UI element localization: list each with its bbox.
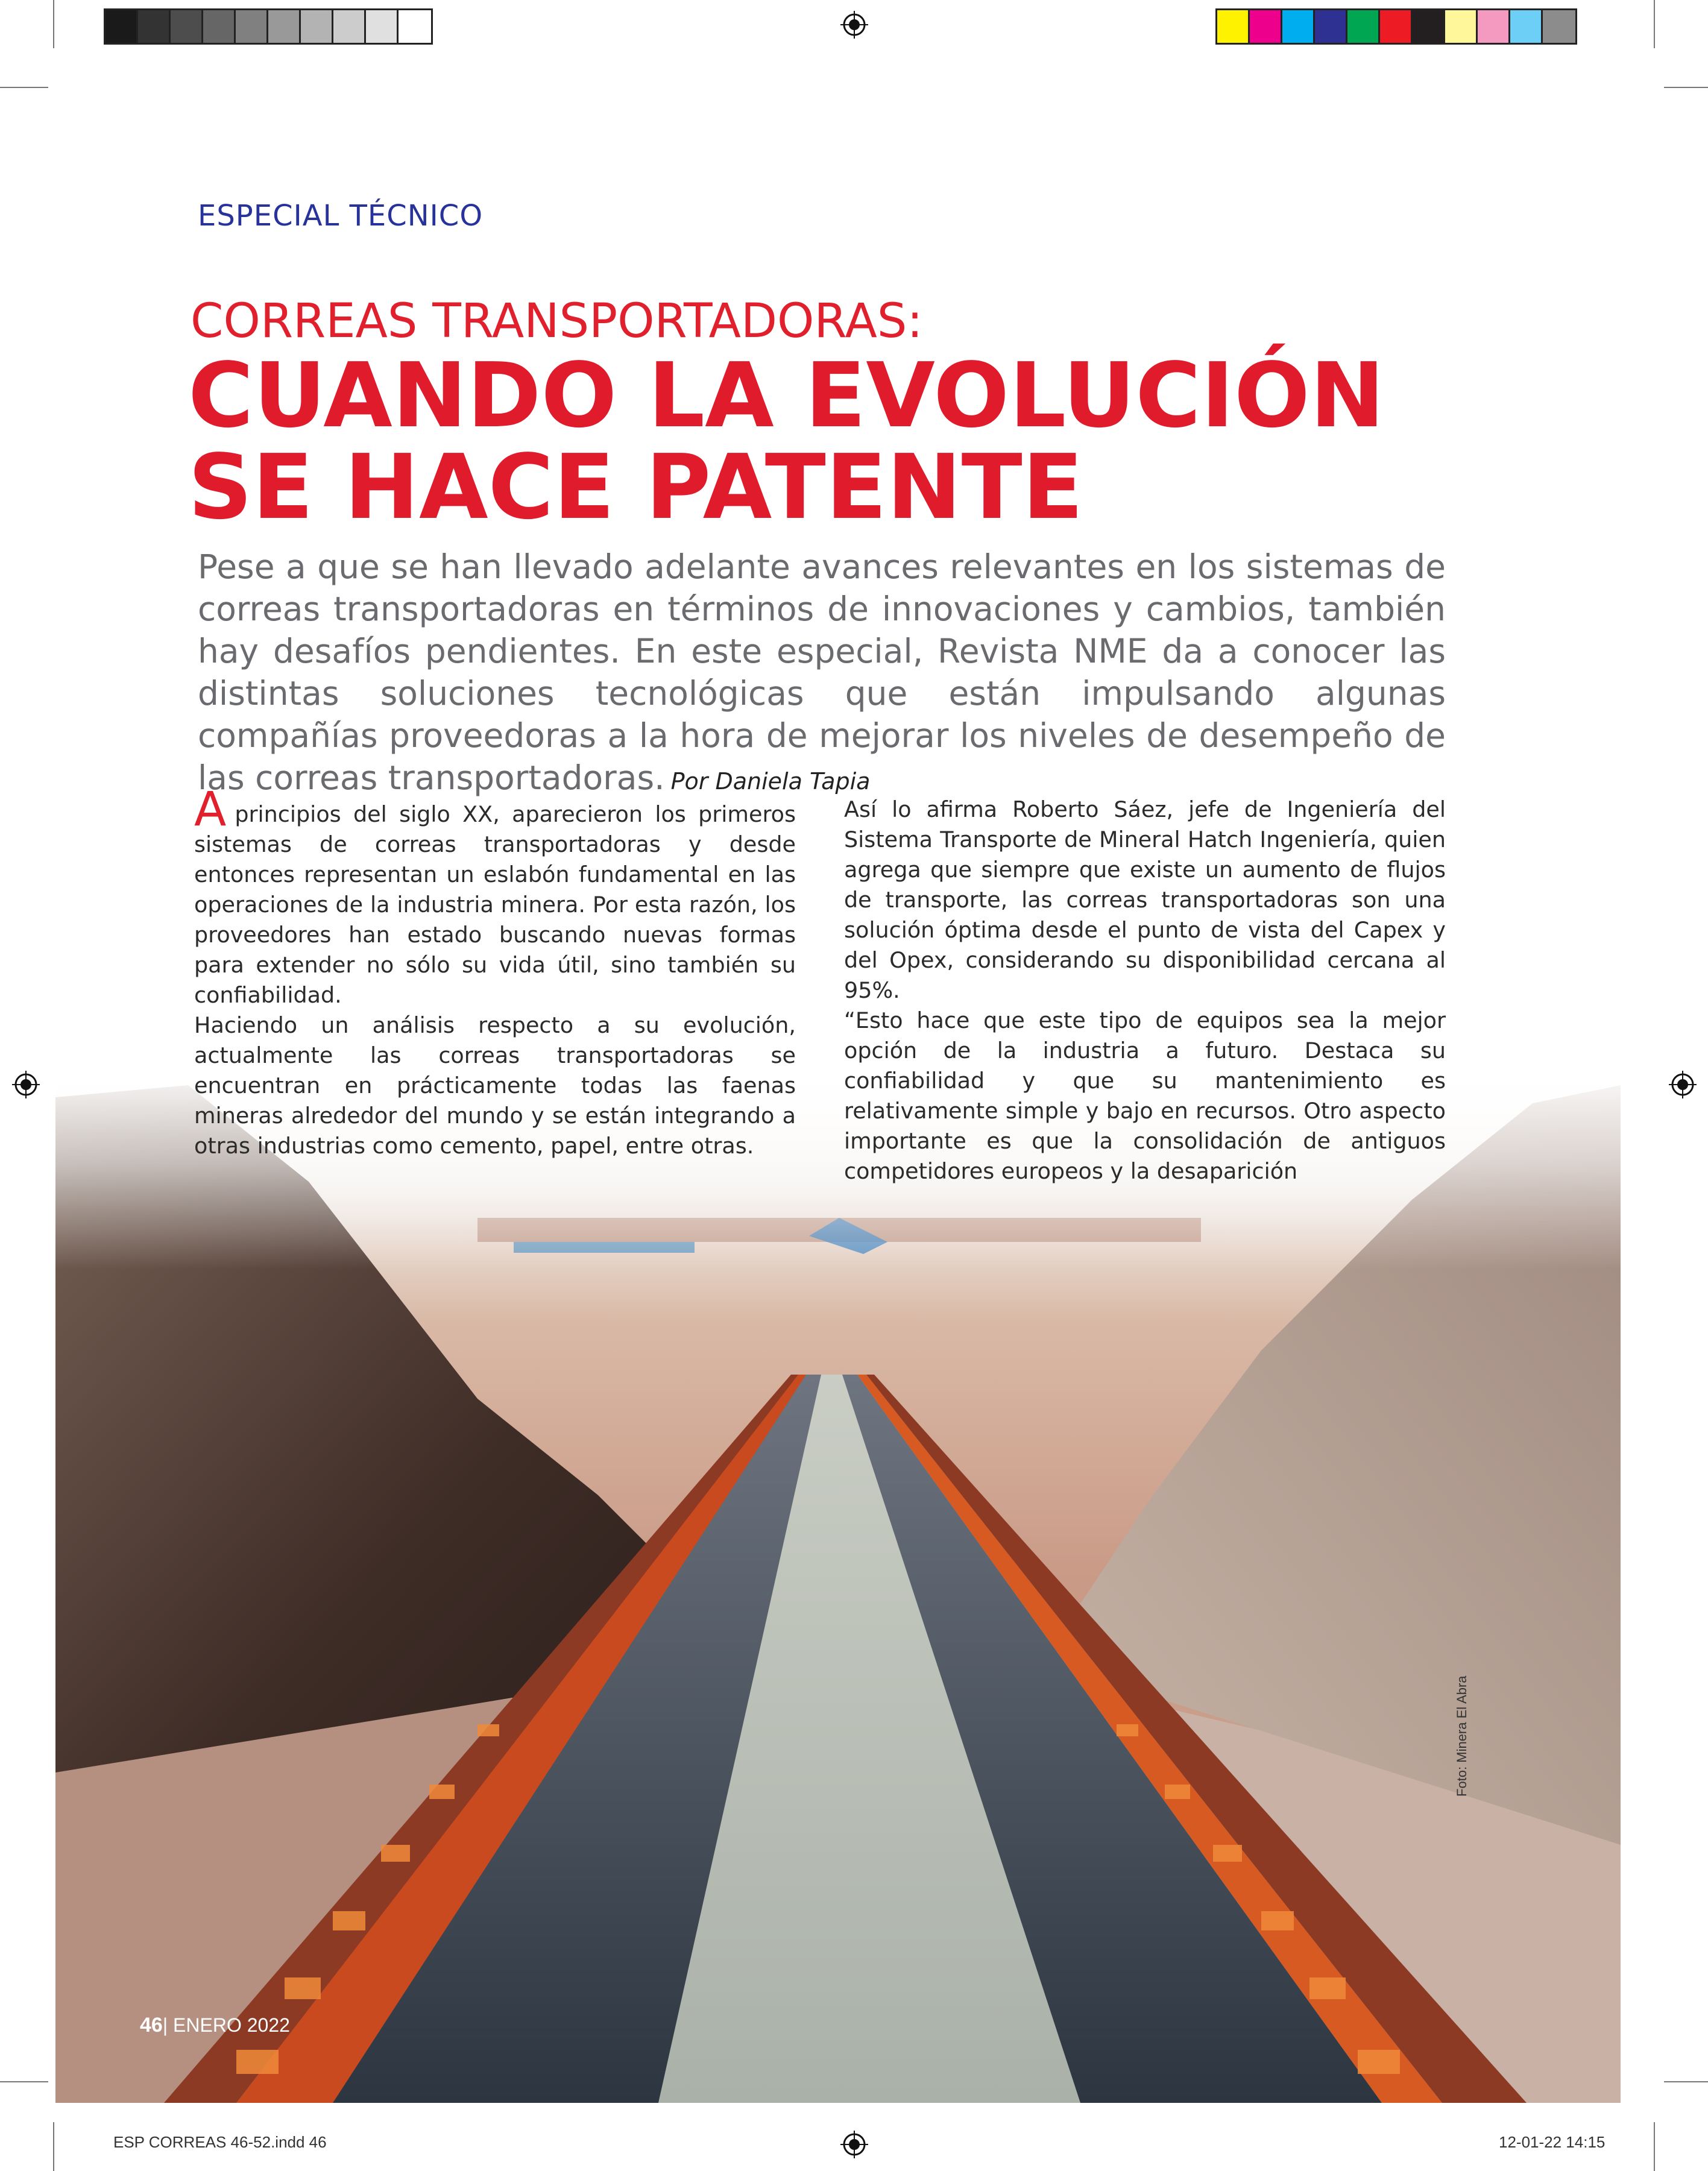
color-swatch (1510, 10, 1543, 43)
color-swatch (1315, 10, 1347, 43)
color-swatch (1380, 10, 1413, 43)
color-swatch (106, 10, 138, 43)
color-swatch (399, 10, 431, 43)
registration-target-icon (840, 2131, 868, 2158)
col2-paragraph-2: “Esto hace que este tipo de equipos sea la mejor opción de la industria a futuro. Destaca su confiabilidad y que su mantenimiento es relativamente simple y bajo en recursos. Otro aspecto importante es que la consolidación de antiguos competidores europeos y la desaparición (844, 1007, 1446, 1184)
issue-date: | ENERO 2022 (162, 2014, 290, 2036)
lead-text: Pese a que se han llevado adelante avances relevantes en los sistemas de correas transportadoras en términos de innovaciones y cambios, también hay desafíos pendientes. En este especial, Revista NME da a conocer las distintas soluciones tecnológicas que están impulsando algunas compañías proveedoras a la hora de mejorar los niveles de desempeño de las correas transportadoras. (198, 547, 1446, 797)
color-swatch (1217, 10, 1250, 43)
grayscale-bar (104, 8, 433, 45)
crop-mark (53, 0, 54, 48)
slug-date: 12-01-22 14:15 (1499, 2133, 1606, 2151)
registration-target-icon (12, 1071, 40, 1098)
registration-target-icon (1669, 1071, 1697, 1098)
col1-paragraph-1: principios del siglo XX, aparecieron los primeros sistemas de correas transportadoras y desde entonces representan un eslabón fundamental en las operaciones de la industria minera. Por esta razón, los proveedores han estado buscando nuevas formas para extender no sólo su vida útil, sino también su confiabilidad. (194, 801, 796, 1008)
color-swatch (236, 10, 268, 43)
title-line-3: SE HACE PATENTE (188, 435, 1083, 539)
section-kicker: ESPECIAL TÉCNICO (198, 199, 484, 233)
color-swatch (171, 10, 203, 43)
body-column-right (844, 795, 1446, 1186)
registration-target-icon (840, 11, 868, 39)
color-swatch (301, 10, 333, 43)
color-swatch (138, 10, 171, 43)
color-swatch (333, 10, 366, 43)
crop-mark (53, 2122, 54, 2171)
title-line-2: CUANDO LA EVOLUCIÓN (188, 344, 1385, 447)
color-swatch (1282, 10, 1315, 43)
crop-mark (1654, 2122, 1655, 2171)
color-swatch (1250, 10, 1282, 43)
byline: Por Daniela Tapia (670, 768, 871, 795)
conveyor-belt-photo (55, 1061, 1621, 2103)
color-swatch (203, 10, 236, 43)
color-swatch (1543, 10, 1575, 43)
color-swatch (1347, 10, 1380, 43)
crop-mark (1664, 87, 1708, 88)
title-line-1: CORREAS TRANSPORTADORAS: (191, 294, 923, 348)
lead-paragraph (198, 546, 1446, 802)
crop-mark (0, 87, 48, 88)
page-number: 46 (140, 2014, 163, 2037)
drop-cap: A (194, 783, 227, 837)
col2-paragraph-1: Así lo afirma Roberto Sáez, jefe de Ingeniería del Sistema Transporte de Mineral Hatch Ingeniería, quien agrega que siempre que existe un aumento de flujos de transporte, las correas transportadoras son una solución óptima desde el punto de vista del Capex y del Opex, considerando su disponibilidad cercana al 95%. (844, 796, 1446, 1003)
color-bar (1215, 8, 1577, 45)
color-swatch (268, 10, 301, 43)
photo-credit: Foto: Minera El Abra (1454, 1675, 1469, 1797)
body-column-left (194, 783, 796, 1161)
color-swatch (1478, 10, 1510, 43)
crop-mark (1664, 2081, 1708, 2082)
slug-filename: ESP CORREAS 46-52.indd 46 (113, 2133, 327, 2151)
page-folio (140, 2014, 290, 2037)
col1-paragraph-2: Haciendo un análisis respecto a su evolución, actualmente las correas transportadoras se encuentran en prácticamente todas las faenas mineras alrededor del mundo y se están integrando a otras industrias como cemento, papel, entre otras. (194, 1012, 796, 1159)
color-swatch (1413, 10, 1445, 43)
color-swatch (366, 10, 399, 43)
crop-mark (1654, 0, 1655, 48)
crop-mark (0, 2081, 48, 2082)
color-swatch (1445, 10, 1478, 43)
